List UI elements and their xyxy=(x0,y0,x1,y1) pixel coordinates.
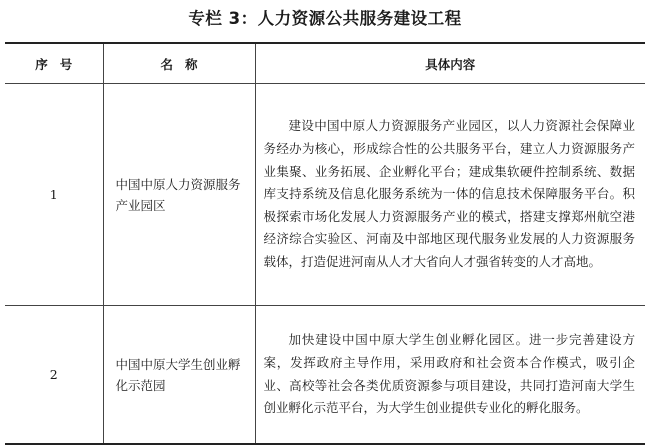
table-header-row xyxy=(5,43,645,84)
row-name: 中国中原人力资源服务产业园区 xyxy=(103,84,255,306)
header-content: 具体内容 xyxy=(255,43,645,84)
row-content: 加快建设中国中原大学生创业孵化园区。进一步完善建设方案，发挥政府主导作用，采用政府和社会资本合作模式，吸引企业、高校等社会各类优质资源参与项目建设，共同打造河南大学生创业孵化示范平台，为大学生创业提供专业化的孵化服务。 xyxy=(255,306,645,445)
row-number: 2 xyxy=(5,306,103,445)
page-title: 专栏 3：人力资源公共服务建设工程 xyxy=(188,9,462,28)
row-name: 中国中原大学生创业孵化示范园 xyxy=(103,306,255,445)
project-table xyxy=(5,42,645,445)
table-row xyxy=(5,84,645,306)
header-name: 名称 xyxy=(103,43,255,84)
row-number: 1 xyxy=(5,84,103,306)
table-row xyxy=(5,306,645,445)
row-content: 建设中国中原人力资源服务产业园区，以人力资源社会保障业务经办为核心，形成综合性的公共服务平台，建立人力资源服务产业集聚、业务拓展、企业孵化平台；建成集软硬件控制系统、数据库支持系统及信息化服务系统为一体的信息技术保障服务平台。积极探索市场化发展人力资源服务产业的模式，搭建支撑郑州航空港经济综合实验区、河南及中部地区现代服务业发展的人力资源服务载体，打造促进河南从人才大省向人才强省转变的人才高地。 xyxy=(255,84,645,306)
header-number: 序号 xyxy=(5,43,103,84)
